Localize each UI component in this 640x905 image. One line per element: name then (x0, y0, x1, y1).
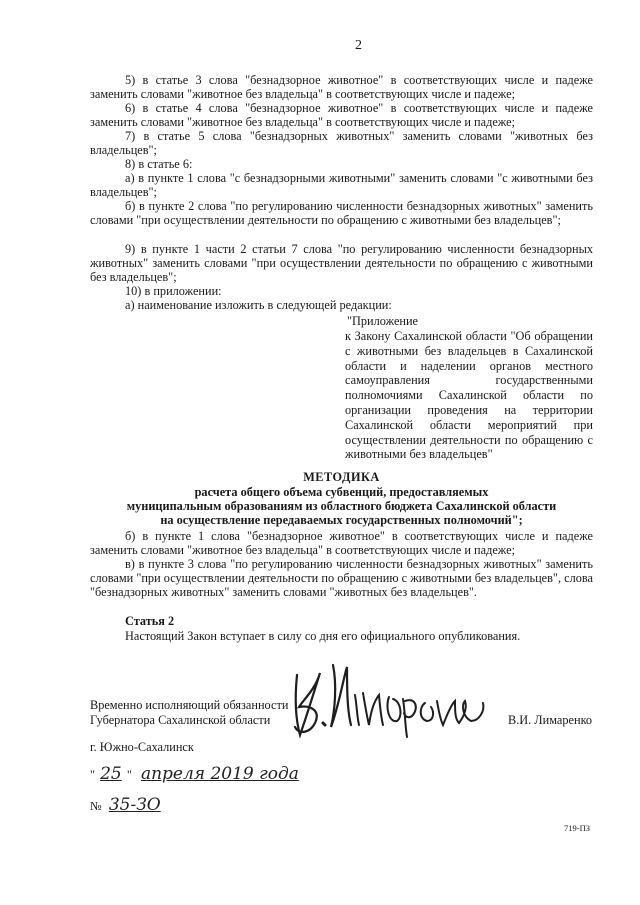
date-month-year: апреля 2019 года (140, 764, 299, 784)
signing-date (90, 764, 299, 784)
page-number: 2 (355, 38, 362, 53)
item-5: 5) в статье 3 слова "безнадзорное животное" в соответствующих числе и падеже заменить словами "животное без владельца" в соответствующих числе и падеже; (90, 73, 593, 102)
law-number (90, 795, 161, 815)
date-open-quote: " (90, 768, 96, 782)
footer-code: 719-ПЗ (564, 823, 590, 833)
article-2-text: Настоящий Закон вступает в силу со дня его официального опубликования. (125, 629, 521, 643)
date-close-quote: " (126, 768, 132, 782)
item-8a: а) в пункте 1 слова "с безнадзорными животными" заменить словами "с животными без владельцев"; (90, 171, 593, 200)
item-10a: а) наименование изложить в следующей редакции: (125, 298, 392, 312)
methodology-line-3: на осуществление передаваемых государственных полномочий"; (160, 513, 523, 527)
methodology-title: МЕТОДИКА (303, 470, 380, 484)
item-8: 8) в статье 6: (125, 157, 193, 171)
number-prefix: № (90, 799, 102, 813)
date-day: 25 (100, 764, 122, 784)
article-2-title: Статья 2 (125, 614, 175, 628)
methodology-line-2: муниципальным образованиям из областного бюджета Сахалинской области (126, 499, 557, 513)
signatory-name: В.И. Лимаренко (508, 713, 593, 727)
signatory-position-line-1: Временно исполняющий обязанности (90, 698, 289, 712)
item-8b: б) в пункте 2 слова "по регулированию численности безнадзорных животных" заменить словами "при осуществлении деятельности по обращению с животными без владельцев"; (90, 199, 593, 228)
appendix-text: к Закону Сахалинской области "Об обращении с животными без владельцев в Сахалинской области и наделении органов местного самоуправления государственными полномочиями Сахалинской области по организации проведения на территории Сахалинской области мероприятий при осуществлении деятельности по обращению с животными без владельцев" (345, 329, 593, 462)
item-b: б) в пункте 1 слова "безнадзорное животное" в соответствующих числе и падеже заменить словами "животное без владельца" в соответствующих числе и падеже; (90, 529, 593, 558)
signatory-position-line-2: Губернатора Сахалинской области (90, 713, 271, 727)
item-9: 9) в пункте 1 части 2 статьи 7 слова "по регулированию численности безнадзорных животных" заменить словами "при осуществлении деятельности по обращению с животными без владельцев"; (90, 242, 593, 285)
handwritten-signature (285, 655, 495, 745)
methodology-line-1: расчета общего объема субвенций, предоставляемых (194, 485, 489, 499)
appendix-title: "Приложение (347, 314, 419, 328)
item-6: 6) в статье 4 слова "безнадзорное животное" в соответствующих числе и падеже заменить словами "животное без владельца" в соответствующих числе и падеже; (90, 101, 593, 130)
item-7: 7) в статье 5 слова "безнадзорных животных" заменить словами "животных без владельцев"; (90, 129, 593, 158)
number-value: 35-ЗО (108, 795, 161, 815)
item-10: 10) в приложении: (125, 284, 222, 298)
city: г. Южно-Сахалинск (90, 740, 194, 754)
item-v: в) в пункте 3 слова "по регулированию численности безнадзорных животных" заменить словами "при осуществлении деятельности по обращению с животными без владельцев", слова "безнадзорных животных" заменить словами "животных без владельцев". (90, 557, 593, 600)
